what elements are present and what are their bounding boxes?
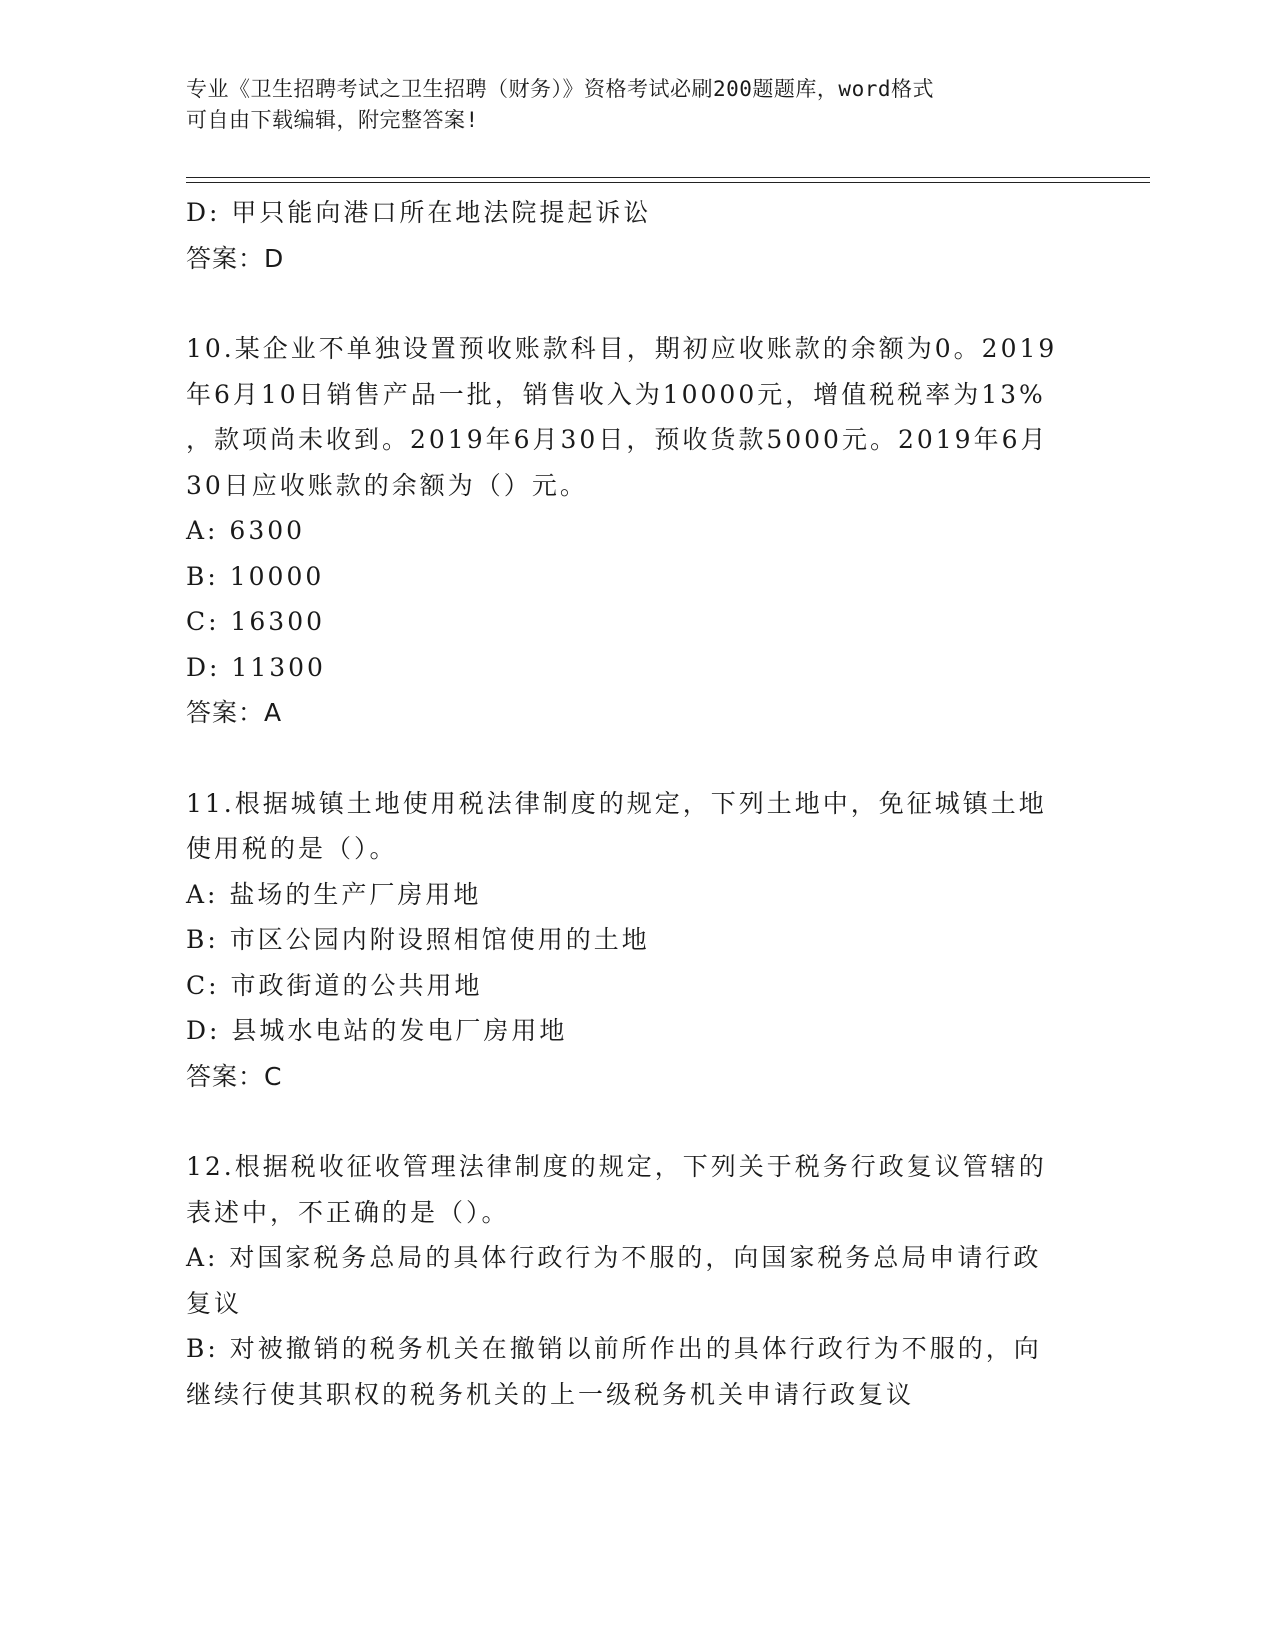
header-divider-bottom (186, 182, 1150, 183)
question-text-line: 年6月10日销售产品一批，销售收入为10000元，增值税税率为13% (186, 379, 1046, 409)
question-text-line: 11.根据城镇土地使用税法律制度的规定，下列土地中，免征城镇土地 (186, 788, 1047, 818)
header-divider-top (186, 177, 1150, 178)
option-a: A: 6300 (186, 516, 306, 545)
question-text-line: 30日应收账款的余额为（）元。 (186, 470, 588, 500)
option-d: D: 甲只能向港口所在地法院提起诉讼 (186, 198, 652, 227)
question-10 (186, 326, 1086, 736)
option-d: D: 11300 (186, 652, 326, 682)
option-b: B: 对被撤销的税务机关在撤销以前所作出的具体行政行为不服的，向 (186, 1334, 1042, 1363)
question-text-line: 10.某企业不单独设置预收账款科目，期初应收账款的余额为0。2019 (186, 334, 1058, 363)
question-text-line: 使用税的是（）。 (186, 834, 398, 863)
option-c: C: 16300 (186, 607, 326, 636)
option-a-continued: 复议 (186, 1288, 243, 1318)
previous-question-tail (186, 190, 1086, 281)
answer-line: 答案：C (186, 1061, 283, 1091)
question-content (186, 190, 1086, 1417)
answer-line: 答案：D (186, 243, 285, 273)
option-b: B: 市区公园内附设照相馆使用的土地 (186, 925, 650, 954)
question-text-line: 表述中，不正确的是（）。 (186, 1197, 510, 1227)
option-b-continued: 继续行使其职权的税务机关的上一级税务机关申请行政复议 (186, 1379, 915, 1409)
option-c: C: 市政街道的公共用地 (186, 970, 483, 1000)
question-text-line: 12.根据税收征收管理法律制度的规定，下列关于税务行政复议管辖的 (186, 1152, 1047, 1181)
header-line-1: 专业《卫生招聘考试之卫生招聘（财务）》资格考试必刷200题题库，word格式 (186, 77, 934, 101)
header-line-2: 可自由下载编辑，附完整答案! (186, 108, 479, 132)
answer-line: 答案：A (186, 698, 283, 727)
option-b: B: 10000 (186, 561, 325, 591)
option-d: D: 县城水电站的发电厂房用地 (186, 1016, 568, 1045)
option-a: A: 对国家税务总局的具体行政行为不服的，向国家税务总局申请行政 (186, 1243, 1042, 1272)
page-header (186, 74, 1066, 136)
question-12 (186, 1144, 1086, 1417)
question-11 (186, 781, 1086, 1100)
question-text-line: ，款项尚未收到。2019年6月30日，预收货款5000元。2019年6月 (186, 425, 1049, 454)
option-a: A: 盐场的生产厂房用地 (186, 879, 482, 909)
